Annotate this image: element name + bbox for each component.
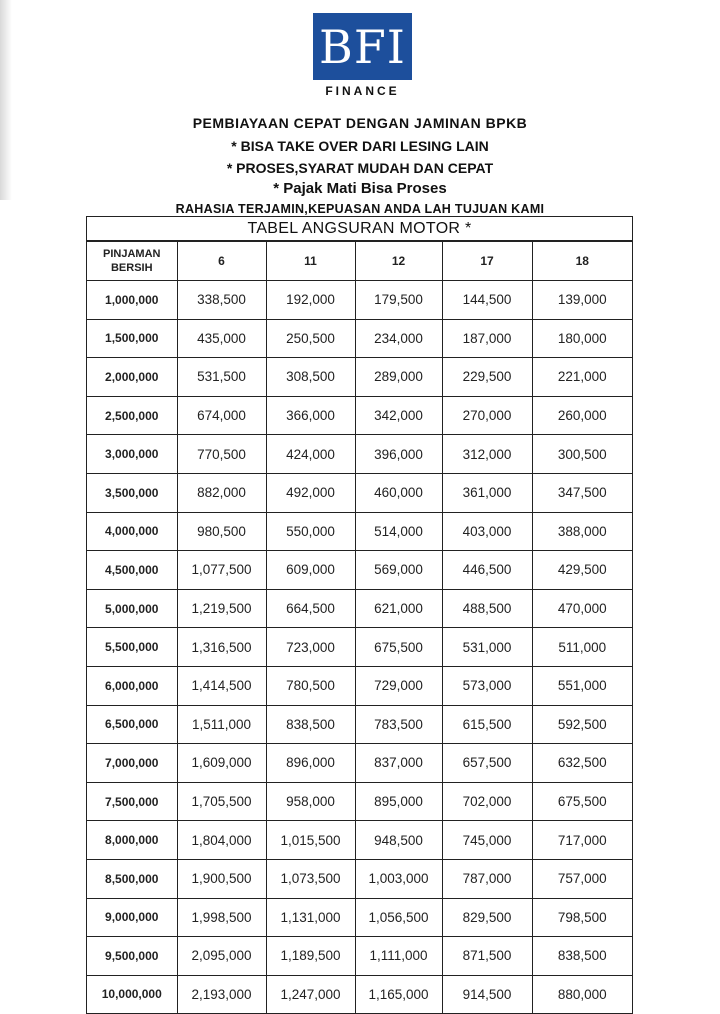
- installment-cell: 1,900,500: [177, 859, 266, 898]
- loan-amount-cell: 7,000,000: [87, 744, 177, 783]
- installment-cell: 1,998,500: [177, 898, 266, 937]
- installment-cell: 144,500: [442, 281, 532, 320]
- installment-cell: 308,500: [266, 358, 355, 397]
- installment-cell: 895,000: [355, 782, 442, 821]
- installment-cell: 531,500: [177, 358, 266, 397]
- installment-cell: 366,000: [266, 396, 355, 435]
- loan-amount-cell: 6,500,000: [87, 705, 177, 744]
- table-row: [87, 551, 632, 590]
- table-title: TABEL ANGSURAN MOTOR *: [87, 217, 632, 241]
- installment-cell: 1,111,000: [355, 937, 442, 976]
- header-term-18: 18: [532, 242, 632, 281]
- installment-cell: 429,500: [532, 551, 632, 590]
- header-term-17: 17: [442, 242, 532, 281]
- installment-cell: 745,000: [442, 821, 532, 860]
- installment-cell: 896,000: [266, 744, 355, 783]
- installment-cell: 260,000: [532, 396, 632, 435]
- table-row: [87, 319, 632, 358]
- installment-cell: 657,500: [442, 744, 532, 783]
- installment-cell: 446,500: [442, 551, 532, 590]
- loan-amount-cell: 4,000,000: [87, 512, 177, 551]
- installment-cell: 347,500: [532, 473, 632, 512]
- installment-cell: 914,500: [442, 975, 532, 1014]
- installment-cell: 838,500: [532, 937, 632, 976]
- installment-cell: 300,500: [532, 435, 632, 474]
- table-row: [87, 628, 632, 667]
- installment-cell: 1,705,500: [177, 782, 266, 821]
- table-row: [87, 435, 632, 474]
- loan-amount-cell: 3,500,000: [87, 473, 177, 512]
- logo-text: BFI: [319, 19, 406, 74]
- installment-cell: 221,000: [532, 358, 632, 397]
- installment-cell: 783,500: [355, 705, 442, 744]
- installment-cell: 361,000: [442, 473, 532, 512]
- table-row: [87, 821, 632, 860]
- header-term-12: 12: [355, 242, 442, 281]
- installment-cell: 1,073,500: [266, 859, 355, 898]
- installment-cell: 573,000: [442, 666, 532, 705]
- loan-amount-cell: 5,000,000: [87, 589, 177, 628]
- table-row: [87, 975, 632, 1014]
- installment-cell: 551,000: [532, 666, 632, 705]
- installment-cell: 192,000: [266, 281, 355, 320]
- installment-cell: 615,500: [442, 705, 532, 744]
- installment-cell: 880,000: [532, 975, 632, 1014]
- installment-cell: 882,000: [177, 473, 266, 512]
- installment-cell: 1,056,500: [355, 898, 442, 937]
- table-row: [87, 666, 632, 705]
- headline-tax: * Pajak Mati Bisa Proses: [273, 180, 447, 197]
- installment-cell: 787,000: [442, 859, 532, 898]
- installment-cell: 675,500: [355, 628, 442, 667]
- installment-cell: 179,500: [355, 281, 442, 320]
- installment-cell: 1,219,500: [177, 589, 266, 628]
- table-row: [87, 589, 632, 628]
- installment-cell: 492,000: [266, 473, 355, 512]
- installment-cell: 729,000: [355, 666, 442, 705]
- table-row: [87, 859, 632, 898]
- installment-cell: 609,000: [266, 551, 355, 590]
- installment-cell: 1,247,000: [266, 975, 355, 1014]
- installment-cell: 403,000: [442, 512, 532, 551]
- installment-cell: 1,414,500: [177, 666, 266, 705]
- table-row: [87, 358, 632, 397]
- loan-amount-cell: 10,000,000: [87, 975, 177, 1014]
- installment-cell: 270,000: [442, 396, 532, 435]
- installment-cell: 514,000: [355, 512, 442, 551]
- loan-amount-cell: 6,000,000: [87, 666, 177, 705]
- installment-cell: 798,500: [532, 898, 632, 937]
- loan-amount-cell: 8,500,000: [87, 859, 177, 898]
- header-term-11: 11: [266, 242, 355, 281]
- installment-cell: 632,500: [532, 744, 632, 783]
- installment-cell: 980,500: [177, 512, 266, 551]
- installment-cell: 1,511,000: [177, 705, 266, 744]
- installment-cell: 871,500: [442, 937, 532, 976]
- installment-cell: 702,000: [442, 782, 532, 821]
- loan-amount-cell: 2,000,000: [87, 358, 177, 397]
- installment-cell: 531,000: [442, 628, 532, 667]
- table-row: [87, 512, 632, 551]
- installment-cell: 511,000: [532, 628, 632, 667]
- installment-cell: 470,000: [532, 589, 632, 628]
- installment-cell: 569,000: [355, 551, 442, 590]
- installment-cell: 1,804,000: [177, 821, 266, 860]
- installment-cell: 250,500: [266, 319, 355, 358]
- installment-cell: 1,131,000: [266, 898, 355, 937]
- table-header-row: [87, 242, 632, 281]
- loan-amount-cell: 4,500,000: [87, 551, 177, 590]
- bfi-logo: [313, 13, 412, 80]
- installment-cell: 948,500: [355, 821, 442, 860]
- headline-takeover: * BISA TAKE OVER DARI LESING LAIN: [231, 138, 489, 154]
- installment-cell: 1,165,000: [355, 975, 442, 1014]
- table-row: [87, 281, 632, 320]
- installment-cell: 139,000: [532, 281, 632, 320]
- installment-cell: 770,500: [177, 435, 266, 474]
- installment-cell: 312,000: [442, 435, 532, 474]
- installment-cell: 674,000: [177, 396, 266, 435]
- installment-cell: 234,000: [355, 319, 442, 358]
- installment-cell: 664,500: [266, 589, 355, 628]
- installment-cell: 289,000: [355, 358, 442, 397]
- installment-cell: 424,000: [266, 435, 355, 474]
- installment-grid: [87, 241, 632, 1014]
- installment-cell: 342,000: [355, 396, 442, 435]
- installment-cell: 1,077,500: [177, 551, 266, 590]
- installment-cell: 488,500: [442, 589, 532, 628]
- headline-privacy: RAHASIA TERJAMIN,KEPUASAN ANDA LAH TUJUAN KAMI: [175, 202, 545, 216]
- installment-cell: 1,316,500: [177, 628, 266, 667]
- installment-cell: 435,000: [177, 319, 266, 358]
- installment-cell: 675,500: [532, 782, 632, 821]
- installment-cell: 338,500: [177, 281, 266, 320]
- header-loan-amount: PINJAMAN BERSIH: [87, 242, 177, 281]
- installment-cell: 1,609,000: [177, 744, 266, 783]
- installment-cell: 621,000: [355, 589, 442, 628]
- installment-cell: 180,000: [532, 319, 632, 358]
- installment-cell: 550,000: [266, 512, 355, 551]
- installment-cell: 837,000: [355, 744, 442, 783]
- loan-amount-cell: 9,000,000: [87, 898, 177, 937]
- installment-cell: 757,000: [532, 859, 632, 898]
- installment-cell: 460,000: [355, 473, 442, 512]
- table-row: [87, 396, 632, 435]
- installment-cell: 1,003,000: [355, 859, 442, 898]
- header-term-6: 6: [177, 242, 266, 281]
- installment-cell: 396,000: [355, 435, 442, 474]
- installment-cell: 1,189,500: [266, 937, 355, 976]
- table-row: [87, 782, 632, 821]
- installment-cell: 592,500: [532, 705, 632, 744]
- installment-cell: 717,000: [532, 821, 632, 860]
- installment-cell: 2,193,000: [177, 975, 266, 1014]
- table-row: [87, 898, 632, 937]
- installment-table: [86, 216, 633, 1014]
- headline-main: PEMBIAYAAN CEPAT DENGAN JAMINAN BPKB: [192, 115, 528, 131]
- table-row: [87, 744, 632, 783]
- installment-cell: 187,000: [442, 319, 532, 358]
- installment-cell: 829,500: [442, 898, 532, 937]
- table-row: [87, 705, 632, 744]
- installment-cell: 958,000: [266, 782, 355, 821]
- headline-process: * PROSES,SYARAT MUDAH DAN CEPAT: [226, 160, 494, 176]
- installment-cell: 838,500: [266, 705, 355, 744]
- loan-amount-cell: 2,500,000: [87, 396, 177, 435]
- table-row: [87, 937, 632, 976]
- installment-cell: 2,095,000: [177, 937, 266, 976]
- installment-cell: 723,000: [266, 628, 355, 667]
- table-row: [87, 473, 632, 512]
- loan-amount-cell: 3,000,000: [87, 435, 177, 474]
- loan-amount-cell: 9,500,000: [87, 937, 177, 976]
- loan-amount-cell: 5,500,000: [87, 628, 177, 667]
- installment-cell: 780,500: [266, 666, 355, 705]
- logo-subtitle: FINANCE: [325, 84, 400, 98]
- installment-cell: 1,015,500: [266, 821, 355, 860]
- loan-amount-cell: 1,000,000: [87, 281, 177, 320]
- installment-cell: 388,000: [532, 512, 632, 551]
- loan-amount-cell: 8,000,000: [87, 821, 177, 860]
- installment-cell: 229,500: [442, 358, 532, 397]
- loan-amount-cell: 1,500,000: [87, 319, 177, 358]
- loan-amount-cell: 7,500,000: [87, 782, 177, 821]
